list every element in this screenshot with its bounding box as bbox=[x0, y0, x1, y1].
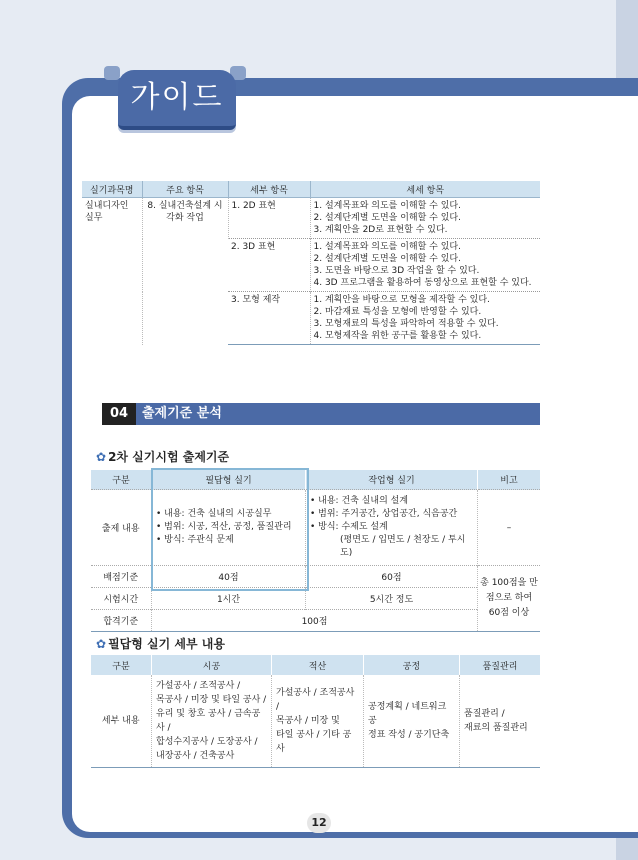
table3-header: 공정 bbox=[364, 655, 460, 675]
table1-header: 세세 항목 bbox=[310, 181, 540, 198]
table2-header: 작업형 실기 bbox=[306, 470, 478, 490]
pass-value: 100점 bbox=[152, 610, 478, 632]
construction-line: 가설공사 / 조적공사 / bbox=[156, 681, 241, 691]
practical-content-line: • 범위: 주거공간, 상업공간, 식음공간 bbox=[310, 509, 458, 519]
criteria-table bbox=[90, 470, 540, 632]
subdetail-item: 1. 계획안을 바탕으로 모형을 제작할 수 있다. bbox=[313, 295, 490, 305]
subheading-exam-criteria bbox=[96, 448, 229, 465]
table1-header: 실기과목명 bbox=[82, 181, 142, 198]
subheading-text: 필답형 실기 세부 내용 bbox=[108, 637, 225, 651]
row-label: 출제 내용 bbox=[91, 490, 152, 566]
written-content-line: • 범위: 시공, 적산, 공정, 품질관리 bbox=[156, 522, 292, 532]
written-content-line: • 방식: 주관식 문제 bbox=[156, 535, 234, 545]
construction-line: 합성수지공사 / 도장공사 / bbox=[156, 737, 258, 747]
row-label: 합격기준 bbox=[91, 610, 152, 632]
section-number: 04 bbox=[102, 403, 136, 425]
subdetail-item: 4. 3D 프로그램을 활용하여 동영상으로 표현할 수 있다. bbox=[313, 278, 532, 288]
table2-header: 비고 bbox=[478, 470, 541, 490]
quality-line: 재료의 품질관리 bbox=[464, 723, 528, 733]
estimation-line: 목공사 / 미장 및 bbox=[276, 716, 340, 726]
table3-header: 품질관리 bbox=[460, 655, 541, 675]
written-content-line: • 내용: 건축 실내의 시공실무 bbox=[156, 509, 272, 519]
written-details-table bbox=[90, 655, 540, 768]
practical-content-line: • 방식: 수제도 설계 bbox=[310, 522, 388, 532]
guide-tab-title: 가이드 bbox=[130, 80, 224, 115]
subdetail-item: 3. 도면을 바탕으로 3D 작업을 할 수 있다. bbox=[313, 266, 480, 276]
subdetail-item: 2. 설계단계별 도면을 이해할 수 있다. bbox=[313, 213, 461, 223]
table2-header: 구분 bbox=[91, 470, 152, 490]
quality-line: 품질관리 / bbox=[464, 709, 505, 719]
construction-line: 내장공사 / 건축공사 bbox=[156, 751, 235, 761]
estimation-line: 타일 공사 / 기타 공사 bbox=[276, 730, 352, 754]
gear-icon: ✿ bbox=[96, 450, 107, 464]
main-item-cell: 8. 실내건축설계 시각화 작업 bbox=[142, 198, 228, 345]
detail-item: 3. 모형 제작 bbox=[228, 292, 310, 345]
practical-content-line: • 내용: 건축 실내의 설계 bbox=[310, 496, 409, 506]
subdetail-item: 3. 계획안을 2D로 표현할 수 있다. bbox=[313, 225, 448, 235]
subdetail-item: 3. 모형재료의 특성을 파악하여 적용할 수 있다. bbox=[313, 319, 499, 329]
pass-note: 총 100점을 만점으로 하여 60점 이상 bbox=[478, 566, 541, 632]
exam-items-table bbox=[82, 181, 540, 345]
process-line: 정표 작성 / 공기단축 bbox=[368, 730, 450, 740]
time-practical: 5시간 정도 bbox=[306, 588, 478, 610]
row-label: 세부 내용 bbox=[91, 675, 152, 768]
subdetail-item: 2. 마감재료 특성을 모형에 반영할 수 있다. bbox=[313, 307, 482, 317]
practical-content-line: (평면도 / 입면도 / 천장도 / 투시도) bbox=[340, 535, 466, 558]
gear-icon: ✿ bbox=[96, 637, 107, 651]
subdetail-item: 4. 모형제작을 위한 공구를 활용할 수 있다. bbox=[313, 331, 482, 341]
score-practical: 60점 bbox=[306, 566, 478, 588]
process-line: 공정계획 / 네트워크 공 bbox=[368, 702, 447, 726]
estimation-line: 가설공사 / 조적공사 / bbox=[276, 688, 355, 712]
table3-header: 적산 bbox=[272, 655, 364, 675]
subheading-text: 2차 실기시험 출제기준 bbox=[108, 450, 230, 464]
time-written: 1시간 bbox=[152, 588, 306, 610]
table1-header: 주요 항목 bbox=[142, 181, 228, 198]
table1-header: 세부 항목 bbox=[228, 181, 310, 198]
score-written: 40점 bbox=[152, 566, 306, 588]
table3-header: 구분 bbox=[91, 655, 152, 675]
detail-item: 2. 3D 표현 bbox=[228, 239, 310, 292]
row-label: 배점기준 bbox=[91, 566, 152, 588]
table2-header: 필답형 실기 bbox=[152, 470, 306, 490]
construction-line: 유리 및 창호 공사 / 금속공사 / bbox=[156, 709, 261, 733]
subject-cell: 실내디자인 실무 bbox=[85, 201, 129, 223]
subdetail-item: 2. 설계단계별 도면을 이해할 수 있다. bbox=[313, 254, 461, 264]
section-title: 출제기준 분석 bbox=[142, 406, 222, 421]
subdetail-item: 1. 설계목표와 의도를 이해할 수 있다. bbox=[313, 201, 461, 211]
detail-item: 1. 2D 표현 bbox=[228, 198, 310, 239]
content-note: – bbox=[478, 490, 541, 566]
table3-header: 시공 bbox=[152, 655, 272, 675]
subdetail-item: 1. 설계목표와 의도를 이해할 수 있다. bbox=[313, 242, 461, 252]
page-number: 12 bbox=[307, 813, 331, 833]
row-label: 시험시간 bbox=[91, 588, 152, 610]
subheading-written-details bbox=[96, 635, 225, 652]
construction-line: 목공사 / 미장 및 타일 공사 / bbox=[156, 695, 267, 705]
